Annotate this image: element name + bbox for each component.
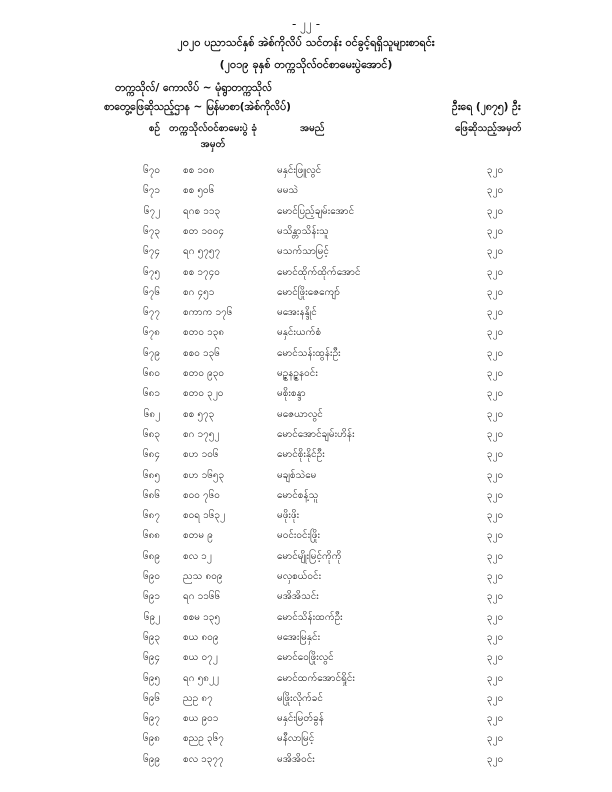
- candidate-name: မောင်သိန်းထက်ဦး: [277, 611, 343, 623]
- candidate-name: မချစ်သဲမေ: [277, 469, 317, 481]
- table-row: [0, 505, 612, 525]
- roll-number: စတ ၁၀၀၄: [183, 225, 225, 237]
- row-number: ၆၈၇: [143, 510, 160, 522]
- row-number: ၆၉၉: [143, 753, 160, 765]
- candidate-name: မနှင်းမြတ်ခွန်: [277, 713, 324, 725]
- row-number: ၆၉၂: [143, 611, 160, 623]
- candidate-name: မောင်ထိုက်ထိုက်အောင်: [277, 266, 361, 278]
- roll-number: စတဝ ၉၃၀: [183, 368, 225, 379]
- column-header-no: စဉ်: [148, 123, 160, 134]
- roll-number: စတဝ ၁၃၈: [183, 327, 225, 339]
- candidate-name: မောင်ထက်အောင်ရှိုင်း: [277, 672, 355, 684]
- marks: ၃၂၀: [486, 611, 504, 623]
- table-row: [0, 424, 612, 444]
- roll-number: စယ ၉၀၁: [183, 713, 219, 725]
- candidate-name: မအိအိဝင်း: [277, 753, 315, 765]
- row-number: ၆၈၀: [143, 368, 160, 379]
- candidate-name: မနီလာမြင့်: [277, 733, 315, 745]
- candidate-name: မောင်ဝေဖြိုးလွင်: [277, 652, 334, 664]
- row-number: ၆၈၆: [143, 489, 160, 501]
- document-subtitle: (၂၀၁၉ ခုနှစ် တက္ကသိုလ်ဝင်စာမေးပွဲအောင်): [219, 58, 393, 71]
- marks: ၃၂၀: [486, 225, 504, 237]
- table-row: [0, 262, 612, 282]
- table-row: [0, 647, 612, 667]
- candidate-name: မောင်စိုးနိုင်ဦး: [277, 449, 325, 461]
- table-row: [0, 668, 612, 688]
- table-row: [0, 607, 612, 627]
- table-row: [0, 586, 612, 606]
- table-row: [0, 688, 612, 708]
- total-count-label: ဦးရေ (၂၈၇၅) ဦး: [452, 101, 521, 113]
- marks: ၃၂၀: [486, 246, 504, 258]
- roll-number: စလ ၁၂: [183, 550, 212, 562]
- page-number: - ၂၂ -: [291, 17, 321, 31]
- marks: ၃၂၀: [486, 286, 504, 298]
- roll-number: စစ ၅၀၆: [183, 185, 215, 197]
- roll-number: စလ ၁၃၇၇: [183, 753, 224, 765]
- roll-number: စယ ၈၀၉: [183, 631, 219, 643]
- roll-number: ညသ ၈၀၉: [183, 571, 223, 582]
- roll-number: စဂ ၁၇၅၂: [183, 428, 220, 440]
- document-title: ၂၀၂၀ ပညာသင်နှစ် အဲစ်ကိုလိပ် သင်တန်း ဝင်ခွင့်ရရှိသူများစာရင်း: [177, 36, 435, 49]
- candidate-name: မဖြိုးလိုက်ခင်: [277, 692, 323, 704]
- candidate-name: မဇေယာလွင်: [277, 408, 323, 420]
- candidate-name: မဝင်းဝင်းဖြိုး: [277, 530, 321, 542]
- roll-number: ရဂ ၁၁၆၆: [183, 591, 221, 603]
- marks: ၃၂၀: [486, 449, 504, 461]
- column-header-roll: တက္ကသိုလ်ဝင်စာမေးပွဲ ခုံအမှတ်: [169, 123, 257, 150]
- row-number: ၆၈၁: [143, 388, 160, 400]
- candidate-name: မသက်သာမြင့်: [277, 246, 329, 258]
- roll-number: စဂ ၄၅၁: [183, 286, 215, 298]
- roll-number: စစမ ၁၃၅: [183, 611, 221, 623]
- marks: ၃၂၀: [486, 510, 504, 522]
- marks: ၃၂၀: [486, 591, 504, 603]
- table-row: [0, 708, 612, 728]
- table-row: [0, 383, 612, 403]
- row-number: ၆၉၁: [143, 591, 160, 603]
- university-label: တက္ကသိုလ်/ ကောလိပ် ~ မုံရွာတက္ကသိုလ်: [115, 82, 273, 94]
- table-row: [0, 302, 612, 322]
- marks: ၃၂၀: [486, 489, 504, 501]
- table-row: [0, 546, 612, 566]
- row-number: ၆၈၈: [142, 530, 160, 542]
- candidate-name: မနှင်းဖြူလွင်: [277, 165, 322, 176]
- table-row: [0, 241, 612, 261]
- marks: ၃၂၀: [486, 571, 504, 582]
- roll-number: ရဂ ၅၈၂၂: [183, 672, 219, 684]
- candidate-name: မောင်အောင်ချမ်းဟိန်း: [277, 428, 355, 440]
- table-row: [0, 343, 612, 363]
- marks: ၃၂၀: [486, 428, 504, 440]
- row-number: ၆၉၈: [143, 733, 160, 745]
- table-row: [0, 322, 612, 342]
- candidate-name: မနှင်းယက်စံ: [277, 327, 322, 339]
- row-number: ၆၇၅: [143, 266, 160, 278]
- roll-number: စ၀၀ ၇၆၀: [183, 489, 220, 501]
- row-number: ၆၇၈: [143, 327, 160, 339]
- candidate-name: မစိုးစန္ဒာ: [277, 388, 306, 400]
- roll-number: စဟ ၁၆၅၃: [183, 469, 225, 481]
- roll-number: ညဥ ၈၇: [183, 692, 213, 704]
- candidate-name: မမသဲ: [277, 185, 299, 197]
- row-number: ၆၇၄: [143, 246, 160, 258]
- row-number: ၆၉၀: [143, 571, 160, 582]
- row-number: ၆၇၀: [143, 165, 160, 176]
- marks: ၃၂၀: [486, 733, 504, 745]
- marks: ၃၂၀: [486, 368, 504, 379]
- roll-number: ရဂစ ၁၁၃: [183, 205, 221, 217]
- table-row: [0, 160, 612, 180]
- candidate-name: မလှစယ်ဝင်း: [277, 571, 322, 582]
- table-row: [0, 444, 612, 464]
- row-number: ၆၉၄: [143, 652, 160, 664]
- table-row: [0, 404, 612, 424]
- marks: ၃၂၀: [486, 530, 504, 542]
- candidate-name: မောင်ပြည့်ချမ်းအောင်: [277, 205, 355, 217]
- row-number: ၆၉၅: [143, 672, 160, 684]
- roll-number: စတမ ၉: [183, 530, 213, 542]
- candidate-name: မအေးမြနှင်း: [277, 631, 321, 643]
- row-number: ၆၇၃: [143, 225, 160, 237]
- marks: ၃၂၀: [486, 652, 504, 664]
- row-number: ၆၇၇: [143, 307, 160, 319]
- roll-number: စကာက ၁၇၆: [183, 307, 233, 319]
- roll-number: စစ ၁၀၈: [183, 165, 215, 176]
- column-header-marks: ဖြေဆိုသည့်အမှတ်: [455, 123, 522, 134]
- candidate-name: မောင်မျိုးမြင့်ကိုကို: [277, 550, 342, 562]
- row-number: ၆၇၂: [143, 205, 160, 217]
- row-number: ၆၈၅: [143, 469, 160, 481]
- marks: ၃၂၀: [486, 307, 504, 319]
- candidate-name: မအေးနန္ဒိုင်: [277, 307, 317, 319]
- row-number: ၆၈၉: [143, 550, 160, 562]
- row-number: ၆၇၆: [143, 286, 160, 298]
- roll-number: စယ ၀၇၂: [183, 652, 218, 664]
- table-row: [0, 749, 612, 769]
- row-number: ၆၈၄: [143, 449, 160, 461]
- candidate-name: မဥ္ဇနဥ္ဇနဝင်း: [277, 368, 318, 379]
- table-row: [0, 728, 612, 748]
- roll-number: ရဂ ၅၇၅၇: [183, 246, 221, 258]
- marks: ၃၂၀: [486, 165, 504, 176]
- row-number: ၆၉၆: [143, 692, 160, 704]
- candidate-name: မောင်စန့်သူ: [277, 489, 319, 501]
- marks: ၃၂၀: [486, 185, 504, 197]
- row-number: ၆၉၇: [143, 713, 160, 725]
- marks: ၃၂၀: [486, 327, 504, 339]
- marks: ၃၂၀: [486, 672, 504, 684]
- roll-number: စဟ ၁၀၆: [183, 449, 219, 461]
- marks: ၃၂၀: [486, 692, 504, 704]
- marks: ၃၂၀: [486, 266, 504, 278]
- candidate-name: မဖိုးဖိုး: [277, 510, 300, 522]
- row-number: ၆၈၂: [143, 408, 160, 420]
- marks: ၃၂၀: [486, 713, 504, 725]
- table-row: [0, 282, 612, 302]
- roll-number: စ၀ရ ၁၆၃၂: [183, 510, 225, 522]
- marks: ၃၂၀: [486, 550, 504, 562]
- marks: ၃၂၀: [486, 205, 504, 217]
- roll-number: စစ ၅၇၃: [183, 408, 215, 420]
- table-row: [0, 566, 612, 586]
- marks: ၃၂၀: [486, 408, 504, 420]
- table-row: [0, 221, 612, 241]
- table-row: [0, 363, 612, 383]
- roll-number: စတ၀ ၃၂၀: [183, 388, 224, 400]
- column-header-name: အမည်: [300, 123, 325, 134]
- marks: ၃၂၀: [486, 347, 504, 359]
- table-row: [0, 525, 612, 545]
- candidate-name: မအိအိသင်း: [277, 591, 319, 603]
- candidate-name: မောင်ဖြိုးဇေကျော်: [277, 286, 341, 298]
- row-number: ၆၉၃: [143, 631, 160, 643]
- roll-number: စစ ၁၇၄၀: [183, 266, 220, 278]
- marks: ၃၂၀: [486, 631, 504, 643]
- roll-number: စညဥ ၃၆၇: [183, 733, 224, 745]
- table-row: [0, 180, 612, 200]
- row-number: ၆၈၃: [143, 428, 160, 440]
- marks: ၃၂၀: [486, 469, 504, 481]
- row-number: ၆၇၉: [143, 347, 160, 359]
- row-number: ၆၇၁: [143, 185, 160, 197]
- table-row: [0, 201, 612, 221]
- marks: ၃၂၀: [486, 388, 504, 400]
- table-row: [0, 485, 612, 505]
- roll-number: စစ၀ ၁၃၆: [183, 347, 220, 359]
- table-row: [0, 465, 612, 485]
- candidate-name: မောင်သန်းထွန်းဦး: [277, 347, 341, 359]
- exam-center-label: စာတွေ့ဖြေဆိုသည့်ဌာန ~ မြန်မာစာ(အဲစ်ကိုလိပ်): [104, 101, 291, 113]
- table-row: [0, 627, 612, 647]
- candidate-name: မသိန္တာသိန်းသူ: [277, 225, 329, 237]
- marks: ၃၂၀: [486, 753, 504, 765]
